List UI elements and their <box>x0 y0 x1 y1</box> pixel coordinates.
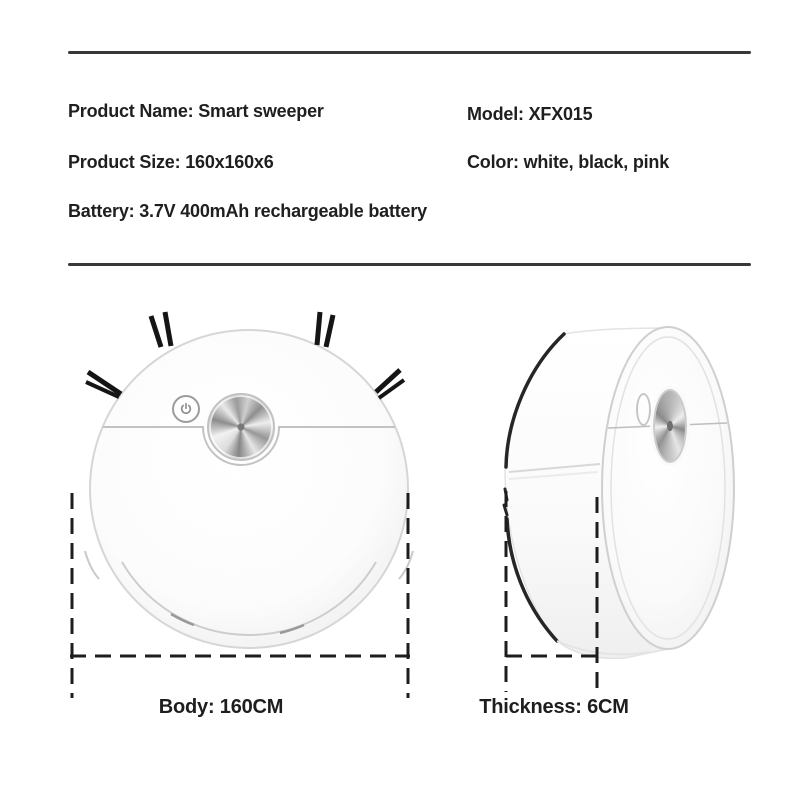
power-icon <box>172 395 200 423</box>
spec-color: Color: white, black, pink <box>467 152 670 172</box>
rim-notch-left <box>85 551 99 579</box>
robot-side-view <box>504 327 734 658</box>
side-brush-icon-left <box>86 372 121 397</box>
robot-body-circle <box>90 330 408 648</box>
spec-product-name: Product Name: Smart sweeper <box>68 101 324 121</box>
side-brush-icon-top-left <box>151 312 171 347</box>
rim-notch-right <box>399 551 413 579</box>
side-brush-icon-right <box>376 370 404 398</box>
spin-disc-icon <box>207 393 275 461</box>
spec-product-size: Product Size: 160x160x6 <box>68 152 274 172</box>
body-dimension-label: Body: 160CM <box>158 696 284 718</box>
thickness-dimension-label: Thickness: 6CM <box>479 696 629 718</box>
spec-model: Model: XFX015 <box>467 104 593 124</box>
robot-top-view <box>85 312 413 648</box>
power-button-side-icon <box>636 393 651 426</box>
power-glyph <box>179 402 193 416</box>
spin-disc-side-icon <box>653 389 687 463</box>
side-brush-icon-top-right <box>317 312 333 347</box>
top-face-ellipse <box>602 327 734 649</box>
spec-battery: Battery: 3.7V 400mAh rechargeable battery <box>68 201 427 221</box>
